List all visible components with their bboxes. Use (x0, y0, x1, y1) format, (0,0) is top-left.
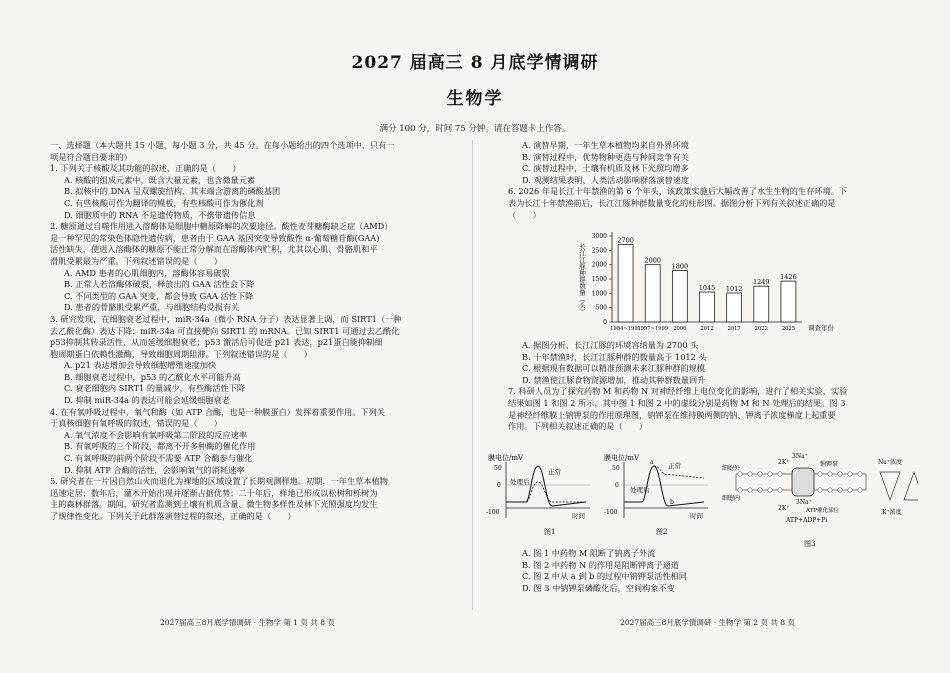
text-line: 了规律性变化。下列关于此群落演替过程的叙述，正确的是（ ） (50, 511, 296, 521)
text-line: B. 正常人若溶酶体破裂，释放出的 GAA 活性会下降 (64, 279, 255, 290)
right-column-top (508, 140, 918, 221)
fig3-atp-reaction: ATP+ADP+Pi (786, 517, 828, 524)
text-line: A. 图 1 中药物 M 阻断了钠离子外流 (522, 548, 656, 558)
text-line: D. 细胞质中的 RNA 不是遗传物质，不携带遗传信息 (64, 209, 256, 220)
fig3-pump-protein (792, 468, 814, 496)
text-line: B. 有氧呼吸的三个阶段，都离不开多种酶的催化作用 (64, 441, 256, 452)
exam-title: 2027 届高三 8 月底学情调研 (351, 53, 599, 73)
footer-page-1: 2027届高三8月底学情调研 · 生物学 第 1 页 共 8 页 (160, 618, 335, 627)
text-line: B. 十年禁渔时，长江江豚种群的数量高于 1012 头 (522, 351, 707, 362)
fig3-caption: 图3 (804, 540, 816, 548)
fig3-k-conc: K⁺浓度 (882, 509, 902, 516)
fig3-outside-label: 细胞外 (722, 465, 741, 472)
chart-xlabel: 调查年份 (808, 324, 834, 332)
text-line: 1. 下列关于核酸及其功能的叙述，正确的是（ ） (50, 163, 241, 174)
figure-3 (722, 453, 918, 548)
jiangtun-bar-chart (576, 226, 856, 338)
chart-bar (754, 286, 769, 322)
lipid-head (818, 488, 822, 492)
exam-meta: 满分 100 分，时间 75 分钟。请在答题卡上作答。 (379, 124, 571, 134)
chart-category-label: 2025 (781, 326, 796, 332)
exam-subject: 生物学 (446, 89, 504, 109)
fig2-point-b: b (670, 499, 674, 506)
fig3-inside-label: 细胞内 (722, 495, 741, 502)
text-line: A. p21 表达增加会导致细胞增殖速度加快 (64, 360, 217, 371)
fig2-point-a: a (650, 459, 654, 466)
right-column-mid (508, 340, 918, 433)
text-line: 主的森林群落。期间，研究者监测到土壤有机质含量、微生物多样性及林下光照强度均发生 (50, 499, 378, 510)
text-line: 结果如图 1 和图 2 所示，其中图 1 和图 2 中的虚线分别是药物 M 和 N 处理后的结果。图 3 (508, 397, 846, 408)
chart-bar (781, 281, 796, 322)
text-line: 一、选择题（本大题共 15 小题，每小题 3 分，共 45 分。在每小题给出的四个选项中，只有一 (50, 140, 395, 150)
chart-value-label: 1249 (753, 278, 770, 287)
column-divider (472, 140, 473, 610)
chart-ylabel: 长江江豚种群数量（头） (578, 243, 586, 315)
fig1-xlabel: 时间 (572, 512, 585, 520)
chart-category-label: 2006 (673, 326, 687, 332)
chart-bar (618, 245, 633, 322)
chart-bar (727, 293, 742, 322)
text-line: 是神经纤维膜上钠钾泵的作用原理图，钠钾泵在维持膜两侧的钠、钾离子浓度梯度上起重要 (508, 409, 836, 420)
chart-y-tick-label: 500 (595, 304, 607, 312)
text-line: A. 氧气浓度不会影响有氧呼吸第二阶段的反应速率 (64, 429, 248, 440)
fig2-treated-label: 处理后 (630, 486, 650, 494)
text-line: C. 有些核酸可作为翻译的模板，有些核酸可作为催化剂 (64, 197, 264, 208)
text-line: A. 据图分析，长江江豚的环境容纳量为 2700 头 (522, 340, 699, 350)
fig1-tick-0: 0 (497, 482, 501, 489)
text-line: 2. 糖原通过自噬作用进入溶酶体是细胞中糖原降解的次要途径。酸性麦芽糖酶缺乏症（AMD） (50, 221, 393, 232)
text-line: 活性缺失，使进入溶酶体的糖原不能正常分解而在溶酶体内贮积，尤其以心肌、骨骼肌和平 (50, 244, 378, 255)
chart-value-label: 1045 (698, 284, 716, 293)
text-line: A. 演替早期，一年生草本植物均来自外界环境 (522, 140, 689, 150)
lipid-head (828, 472, 832, 476)
fig2-ylabel: 膜电位/mV (604, 454, 640, 462)
chart-category-label: 2012 (700, 326, 714, 332)
chart-y-tick-label: 1000 (591, 290, 607, 298)
fig1-ylabel: 膜电位/mV (488, 454, 524, 462)
figure-2 (604, 453, 708, 536)
lipid-head (848, 488, 852, 492)
chart-bar (645, 265, 660, 322)
text-line: B. 拟核中的 DNA 呈双螺旋结构，其末端含游离的磷酸基团 (64, 186, 281, 197)
text-line: D. 观测结果表明，人类活动影响群落演替速度 (522, 174, 690, 185)
lipid-head (768, 472, 772, 476)
chart-category-label: 2022 (754, 326, 768, 332)
chart-bar (672, 270, 687, 322)
lipid-head (738, 472, 742, 476)
text-line: C. 根据现有数据可以精准预测未来江豚种群的规模 (522, 363, 706, 374)
text-line: 4. 在有氧呼吸过程中，氧气和酶（如 ATP 合酶，也是一种膜蛋白）发挥着重要作用。下列关 (50, 406, 385, 417)
text-line: 3. 研究发现，在细胞衰老过程中，miR-34a（微小 RNA 分子）表达显著上调，而 SIRT1（一种 (50, 313, 402, 324)
lipid-head (738, 488, 742, 492)
chart-y-tick-label: 0 (603, 319, 607, 326)
lipid-head (748, 472, 752, 476)
text-line: 胞周期蛋白依赖性激酶，导致细胞周期阻滞。下列叙述错误的是（ ） (50, 348, 313, 359)
right-column-bottom (508, 548, 918, 594)
lipid-head (818, 472, 822, 476)
text-line: C. 图 2 中从 a 到 b 的过程中钠钾泵活性相同 (522, 571, 687, 582)
chart-value-label: 2700 (617, 236, 634, 245)
text-line: 项是符合题目要求的） (50, 151, 132, 162)
text-line: B. 演替过程中，优势物种更迭与种间竞争有关 (522, 151, 689, 162)
text-line: B. 细胞衰老过程中，p53 的乙酰化水平可能升高 (64, 371, 241, 382)
chart-value-label: 1426 (780, 273, 797, 282)
fig1-normal-curve (506, 466, 586, 506)
fig3-pump-label: 钠钾泵 (820, 461, 839, 468)
text-line: D. 抑制 miR-34a 的表达可能会延缓细胞衰老 (64, 395, 230, 406)
footer-page-2: 2027届高三8月底学情调研 · 生物学 第 2 页 共 8 页 (620, 618, 795, 627)
lipid-head (848, 472, 852, 476)
fig3-k-gradient (904, 472, 918, 500)
text-line: C. 演替过程中，土壤有机质及林下光照均增多 (522, 163, 689, 174)
text-line: B. 图 2 中药物 N 的作用是阻断钾离子通道 (522, 559, 679, 570)
text-line: 去乙酰化酶）表达下降；miR-34a 可直接靶向 SIRT1 的 mRNA。已知 SIRT1 可通过去乙酰化 (50, 325, 400, 336)
fig1-normal-label: 正常 (548, 468, 561, 476)
chart-value-label: 1012 (725, 284, 743, 293)
fig3-k-bottom: 2K⁺ (778, 505, 790, 512)
chart-bar (700, 292, 715, 322)
fig3-atp-site: ATP催化部位 (806, 508, 840, 514)
text-line: 迅速定居；数年后，灌木开始出现并逐渐占据优势；二十年后，样地已形成以松树和栎树为 (50, 487, 378, 498)
chart-y-tick-label: 2000 (591, 261, 607, 269)
lipid-head (778, 488, 782, 492)
lipid-head (768, 488, 772, 492)
text-line: D. 禁渔使江豚食物资源增加，推动其种群数量回升 (522, 374, 706, 385)
figure-1 (486, 453, 590, 536)
fig2-caption: 图2 (656, 528, 668, 536)
text-line: p53抑制其转录活性，从而延缓细胞衰老；p53 激活后可促进 p21 表达，p21蛋白能抑制细 (50, 337, 383, 348)
text-line: 表为长江十年禁渔前后，长江江豚种群数量变化的柱形图。据图分析下列有关叙述正确的是 (508, 197, 836, 208)
text-line: C. 不同类型的 GAA 突变，都会导致 GAA 活性下降 (64, 290, 254, 301)
text-line: 7. 科研人员为了探究药物 M 和药物 N 对神经纤维上电位变化的影响，进行了相关实验，实验 (508, 386, 848, 397)
text-line: 5. 研究者在一片因自然山火而退化为裸地的区域设置了长期观测样地。初期，一年生草本植物 (50, 476, 388, 487)
lipid-head (778, 472, 782, 476)
fig3-na-top: 3Na⁺ (792, 453, 808, 460)
chart-y-tick-label: 1500 (591, 276, 607, 283)
fig2-normal-label: 正常 (668, 462, 681, 470)
fig1-tick-50: 50 (494, 465, 502, 472)
fig2-tick-neg100: -100 (604, 509, 618, 516)
fig3-na-gradient (880, 472, 900, 500)
text-line: 滑肌受累最为严重。下列叙述错误的是（ ） (50, 255, 222, 266)
text-line: D. 图 3 中钠钾泵磷酸化后，空间构象不变 (522, 582, 675, 593)
text-line: A. 核酸的组成元素中，既含大量元素，也含微量元素 (64, 174, 256, 185)
lipid-head (858, 488, 862, 492)
lipid-head (758, 472, 762, 476)
fig2-xlabel: 时间 (690, 512, 703, 520)
fig3-na-conc: Na⁺浓度 (878, 459, 902, 466)
chart-y-tick-label: 2500 (591, 247, 607, 255)
chart-value-label: 1800 (671, 262, 689, 271)
lipid-head (838, 472, 842, 476)
text-line: A. AMD 患者的心肌细胞内，溶酶体容易破裂 (64, 267, 230, 278)
text-line: D. 抑制 ATP 合酶的活性，会影响氧气的消耗速率 (64, 464, 245, 475)
text-line: 作用。下列相关叙述正确的是（ ） (508, 421, 648, 432)
lipid-head (828, 488, 832, 492)
membrane-potential-figures (486, 452, 918, 550)
chart-y-tick-label: 3000 (591, 233, 607, 240)
text-line: 6. 2026 年是长江十年禁渔的第 6 个年头，该政策实施后大幅改善了水生生物的生存环境。下 (508, 186, 848, 197)
text-line: 于真核细胞有氧呼吸的叙述，错误的是（ ） (50, 418, 222, 429)
chart-category-label: 1997~1999 (637, 326, 669, 332)
text-line: D. 患者的骨骼肌受累严重，与细胞结构受损有关 (64, 302, 240, 313)
lipid-head (748, 488, 752, 492)
lipid-head (838, 488, 842, 492)
text-line: C. 衰老细胞内 SIRT1 的量减少，有些酶活性下降 (64, 383, 246, 394)
text-line: 是一种罕见的常染色体隐性遗传病，患者由于 GAA 基因突变导致酸性 α-葡萄糖苷酶(GAA) (50, 232, 380, 243)
chart-value-label: 2000 (644, 256, 661, 265)
fig2-tick-0: 0 (615, 482, 619, 489)
lipid-head (758, 488, 762, 492)
text-line: C. 有氧呼吸的前两个阶段不需要 ATP 合酶参与催化 (64, 453, 253, 464)
text-line: （ ） (508, 209, 541, 220)
chart-category-label: 2017 (727, 326, 741, 332)
fig2-tick-50: 50 (612, 465, 620, 472)
fig1-tick-neg100: -100 (486, 509, 500, 516)
chart-category-label: 1984~1991 (610, 326, 641, 332)
fig1-caption: 图1 (544, 528, 556, 536)
lipid-head (858, 472, 862, 476)
left-column (50, 140, 452, 523)
fig1-treated-label: 处理后 (510, 478, 530, 486)
fig3-k-top: 2K⁺ (778, 459, 790, 466)
fig3-na-bottom: 3Na⁺ (796, 499, 812, 506)
